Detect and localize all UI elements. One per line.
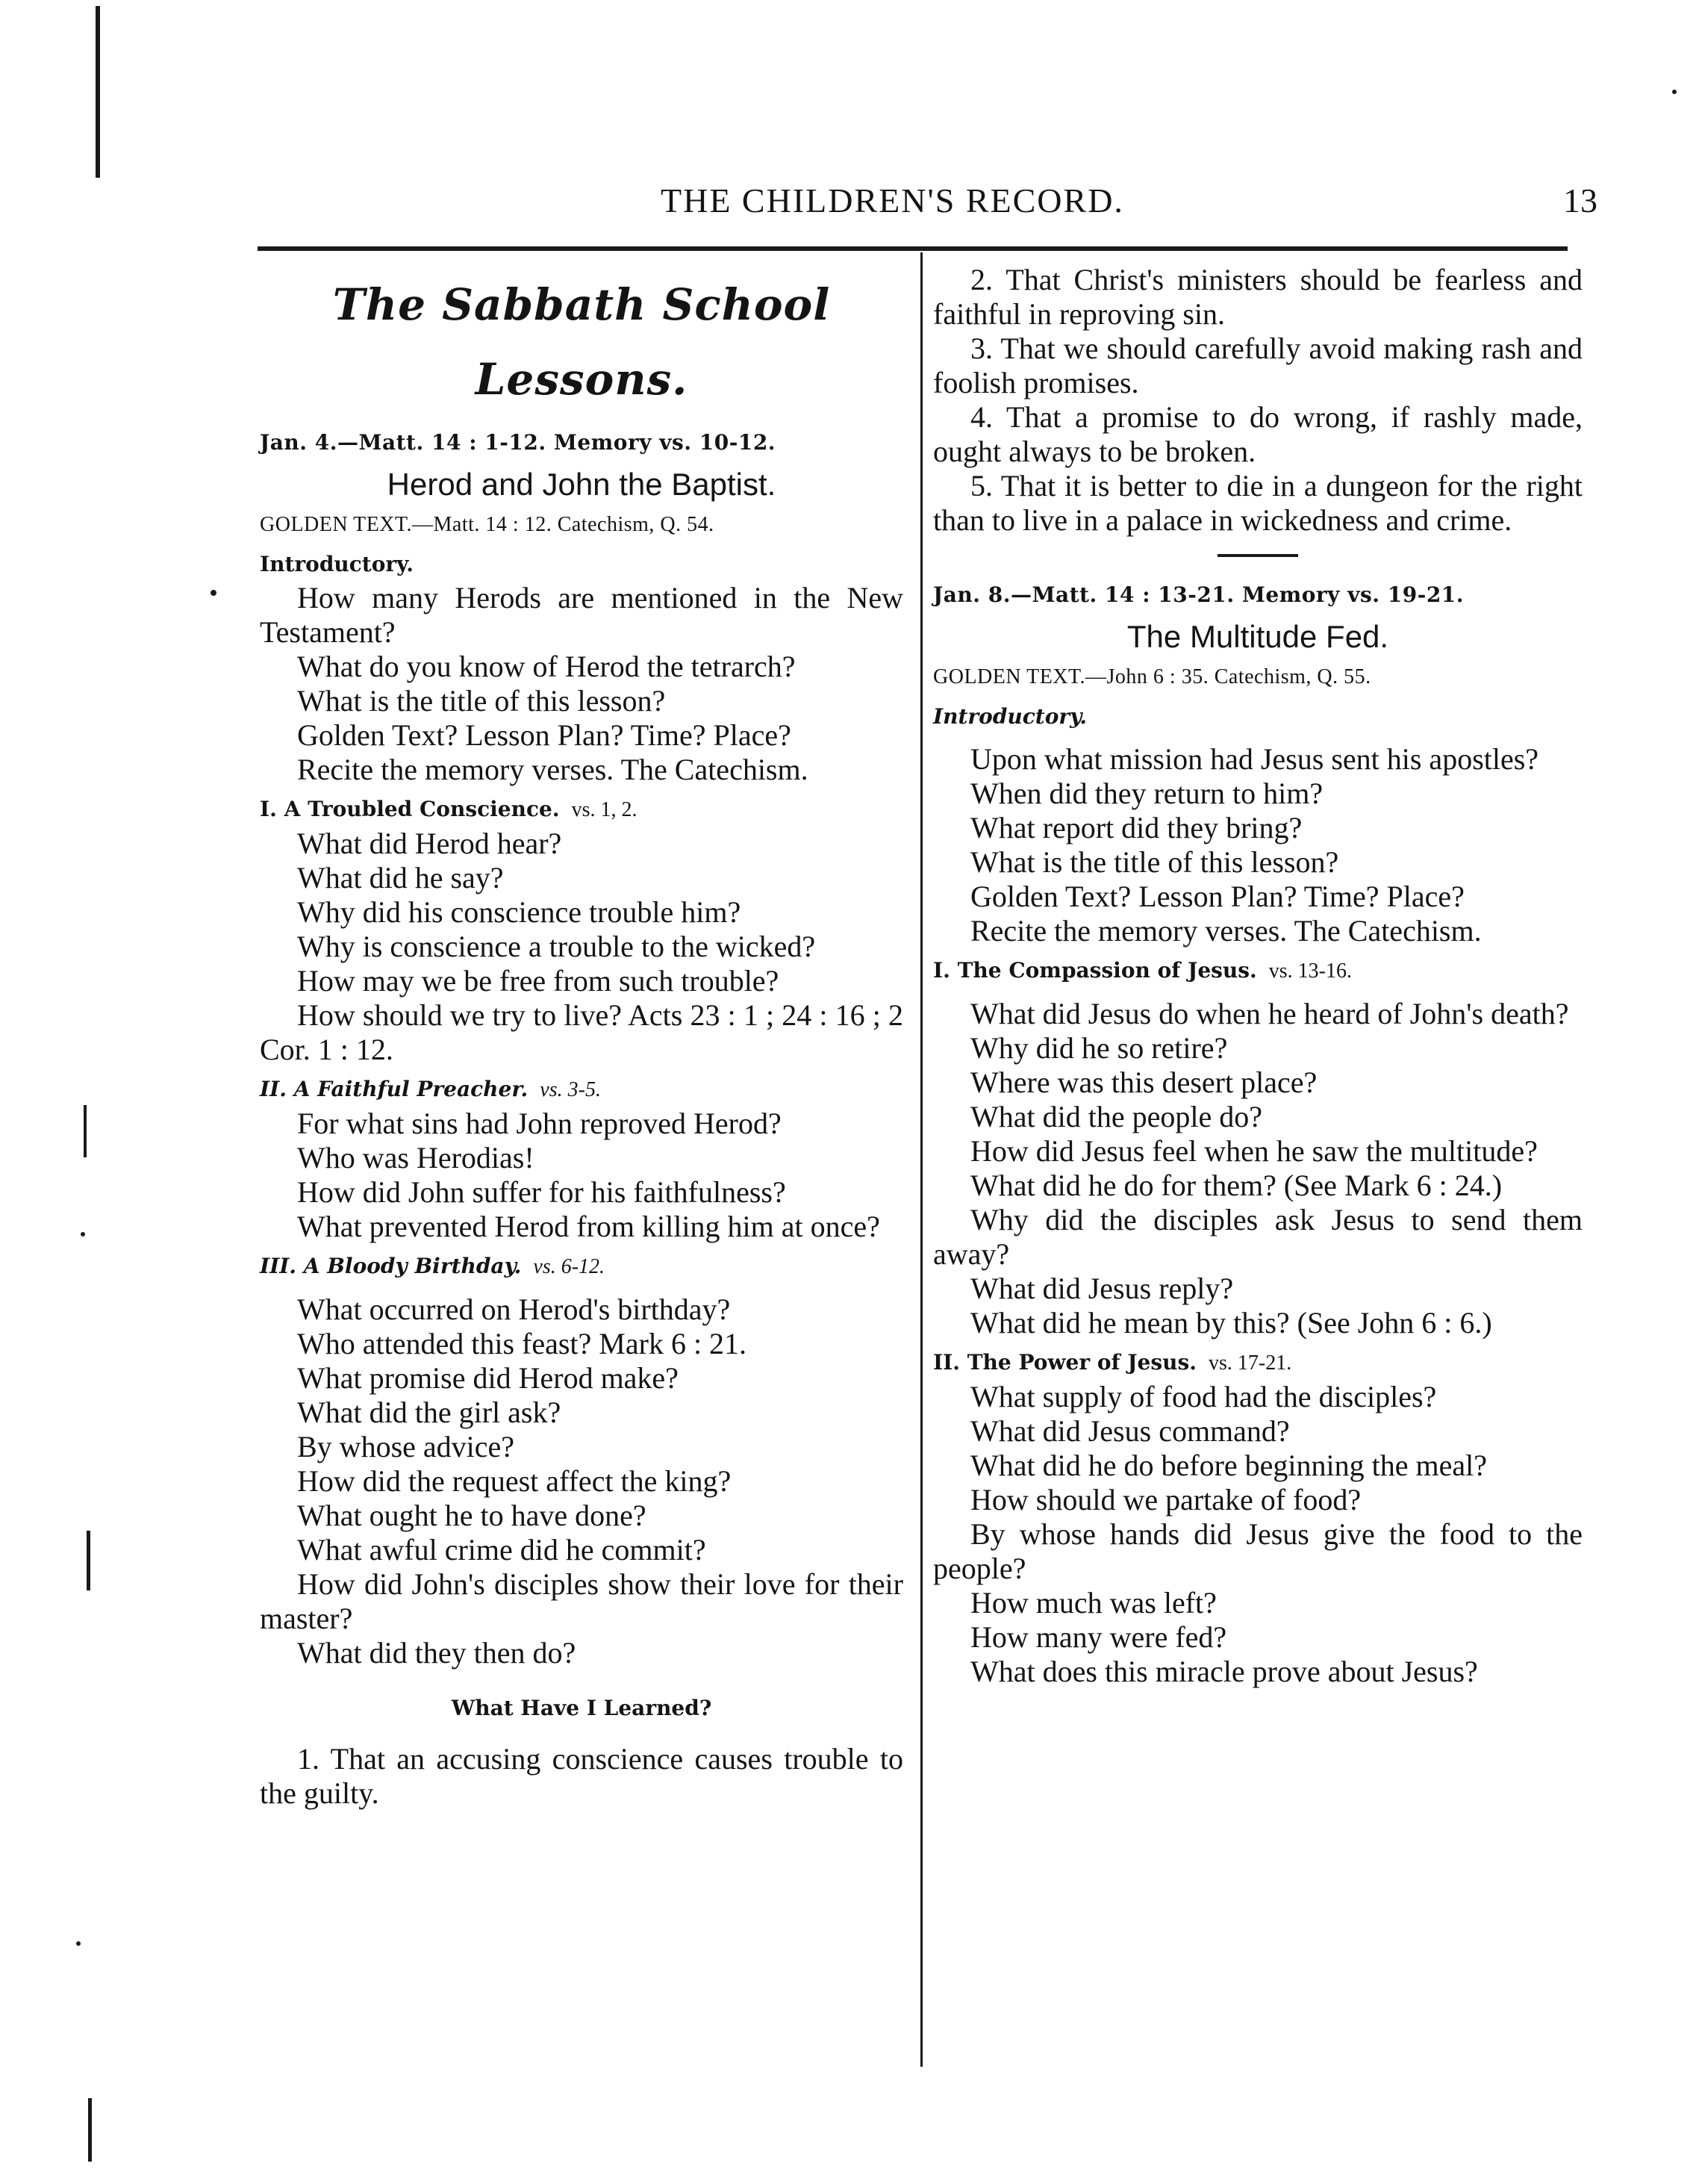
scan-edge-mark xyxy=(88,2098,92,2162)
running-title: THE CHILDREN'S RECORD. xyxy=(661,181,1124,220)
question: What is the title of this lesson? xyxy=(970,845,1339,879)
question: What report did they bring? xyxy=(970,811,1303,844)
learned-item: 2. That Christ's ministers should be fearless and faithful in reproving sin. xyxy=(933,263,1583,331)
subsection-label: Introductory. xyxy=(260,552,414,576)
column-divider xyxy=(920,252,923,2067)
question: Golden Text? Lesson Plan? Time? Place? xyxy=(297,718,791,752)
question: How did John's disciples show their love for their master? xyxy=(260,1567,903,1635)
question: What did the people do? xyxy=(970,1100,1262,1133)
question: What did he do for them? (See Mark 6 : 24.) xyxy=(970,1169,1503,1202)
question: What do you know of Herod the tetrarch? xyxy=(297,650,796,683)
question: When did they return to him? xyxy=(970,777,1324,810)
question: What supply of food had the disciples? xyxy=(970,1380,1437,1413)
question: How should we partake of food? xyxy=(970,1483,1362,1516)
page-number: 13 xyxy=(1563,181,1597,220)
lesson-title: The Multitude Fed. xyxy=(1126,619,1389,654)
subsection-heading xyxy=(933,700,1583,733)
question: How may we be free from such trouble? xyxy=(297,964,779,998)
subsection-label: II. The Power of Jesus. xyxy=(933,1350,1197,1375)
question: What did Jesus reply? xyxy=(970,1272,1234,1305)
scan-edge-mark xyxy=(84,1105,87,1157)
subsection-heading xyxy=(933,1346,1583,1380)
question: For what sins had John reproved Herod? xyxy=(297,1107,782,1140)
question: Golden Text? Lesson Plan? Time? Place? xyxy=(970,880,1465,913)
scan-speck xyxy=(81,1232,85,1236)
question: How much was left? xyxy=(970,1586,1217,1620)
question: Where was this desert place? xyxy=(970,1065,1318,1099)
question: What did he say? xyxy=(297,861,504,895)
question: Recite the memory verses. The Catechism. xyxy=(297,753,808,786)
subsection-label: I. The Compassion of Jesus. xyxy=(933,958,1257,983)
scan-speck xyxy=(1672,90,1677,94)
subsection-verses: vs. 1, 2. xyxy=(571,798,637,821)
question: How did Jesus feel when he saw the multitude? xyxy=(970,1134,1538,1168)
question: How many Herods are mentioned in the New Testament? xyxy=(260,581,903,649)
question: What did they then do? xyxy=(297,1636,576,1670)
subsection-label: III. A Bloody Birthday. xyxy=(260,1254,522,1278)
running-head xyxy=(246,173,1597,233)
learned-item: 1. That an accusing conscience causes trouble to the guilty. xyxy=(260,1742,903,1810)
question: What does this miracle prove about Jesus? xyxy=(970,1655,1478,1688)
question: What did he mean by this? (See John 6 : 6.) xyxy=(970,1306,1492,1340)
question: What promise did Herod make? xyxy=(297,1361,679,1395)
question: What prevented Herod from killing him at once? xyxy=(297,1210,880,1243)
subsection-verses: vs. 13-16. xyxy=(1268,959,1353,983)
question: How did John suffer for his faithfulness? xyxy=(297,1175,786,1209)
subsection-verses: vs. 6-12. xyxy=(533,1255,605,1278)
subsection-heading xyxy=(260,1250,903,1284)
question: Upon what mission had Jesus sent his apostles? xyxy=(970,742,1539,776)
subsection-heading xyxy=(260,793,903,827)
learned-heading: What Have I Learned? xyxy=(451,1696,712,1720)
question: How many were fed? xyxy=(970,1620,1227,1654)
question: Why did he so retire? xyxy=(970,1031,1228,1065)
question: What is the title of this lesson? xyxy=(297,684,666,718)
question: By whose advice? xyxy=(297,1430,515,1463)
question: What did the girl ask? xyxy=(297,1396,561,1429)
scan-edge-mark xyxy=(87,1531,90,1590)
lesson-title: Herod and John the Baptist. xyxy=(387,467,776,502)
subsection-label: Introductory. xyxy=(933,704,1087,729)
section-title: The Sabbath School Lessons. xyxy=(332,279,831,405)
question: How should we try to live? Acts 23 : 1 ; 24 : 16 ; 2 Cor. 1 : 12. xyxy=(260,998,903,1066)
golden-text: GOLDEN TEXT.—John 6 : 35. Catechism, Q. 55. xyxy=(933,665,1371,688)
question: What ought he to have done? xyxy=(297,1499,646,1532)
subsection-heading xyxy=(260,1073,903,1107)
golden-text: GOLDEN TEXT.—Matt. 14 : 12. Catechism, Q. 54. xyxy=(260,513,714,536)
header-rule xyxy=(258,246,1568,251)
question: Who attended this feast? Mark 6 : 21. xyxy=(297,1327,747,1360)
question: By whose hands did Jesus give the food to the people? xyxy=(933,1517,1583,1585)
question: Why did the disciples ask Jesus to send them away? xyxy=(933,1203,1583,1271)
scan-edge-line xyxy=(96,6,100,178)
lesson-heading: Jan. 4.—Matt. 14 : 1-12. Memory vs. 10-12. xyxy=(260,430,776,455)
lesson-heading: Jan. 8.—Matt. 14 : 13-21. Memory vs. 19-21. xyxy=(933,582,1465,607)
question: What did Jesus command? xyxy=(970,1414,1290,1448)
subsection-heading xyxy=(933,954,1583,988)
question: Why did his conscience trouble him? xyxy=(297,895,741,929)
subsection-verses: vs. 17-21. xyxy=(1209,1351,1292,1375)
left-column xyxy=(260,263,903,1811)
question: What occurred on Herod's birthday? xyxy=(297,1292,731,1326)
scan-speck xyxy=(76,1941,81,1946)
question: What did Jesus do when he heard of John's death? xyxy=(970,997,1569,1030)
question: What did Herod hear? xyxy=(297,827,562,860)
learned-item: 4. That a promise to do wrong, if rashly made, ought always to be broken. xyxy=(933,400,1583,468)
question: How did the request affect the king? xyxy=(297,1464,732,1498)
lesson-separator xyxy=(1218,554,1298,557)
question: Who was Herodias! xyxy=(297,1141,534,1175)
right-column xyxy=(933,263,1583,1689)
subsection-heading xyxy=(260,548,903,581)
question: What did he do before beginning the meal? xyxy=(970,1449,1487,1482)
question: What awful crime did he commit? xyxy=(297,1533,706,1567)
learned-item: 3. That we should carefully avoid making rash and foolish promises. xyxy=(933,332,1583,399)
subsection-label: I. A Troubled Conscience. xyxy=(260,797,560,821)
scan-speck xyxy=(211,590,216,596)
question: Why is conscience a trouble to the wicked? xyxy=(297,930,816,963)
learned-item: 5. That it is better to die in a dungeon for the right than to live in a palace in wickedness and crime. xyxy=(933,469,1583,537)
question: Recite the memory verses. The Catechism. xyxy=(970,914,1482,948)
subsection-label: II. A Faithful Preacher. xyxy=(260,1077,529,1101)
subsection-verses: vs. 3-5. xyxy=(540,1078,601,1101)
